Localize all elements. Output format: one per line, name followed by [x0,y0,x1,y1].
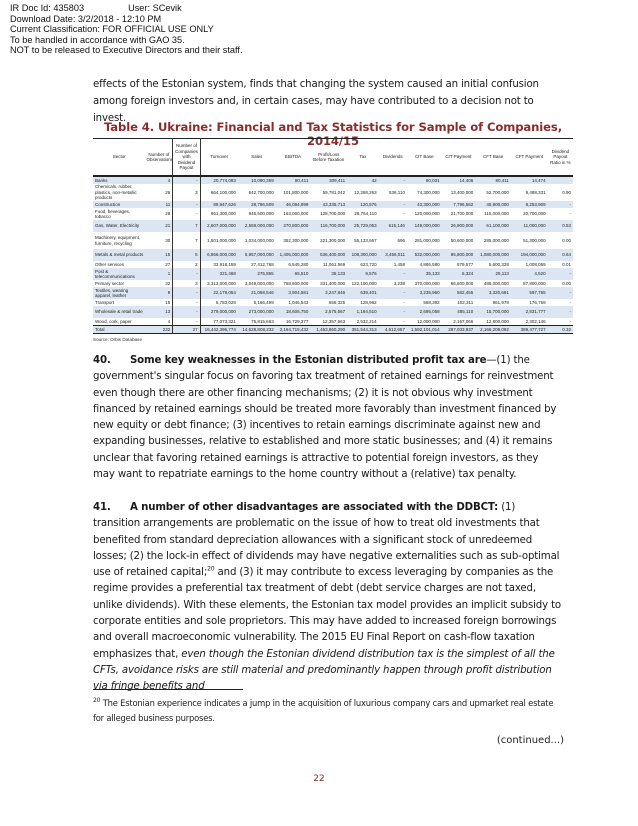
value-cell: 25,113 [475,268,511,280]
value-cell: 275,865 [238,268,276,280]
value-cell: - [173,208,200,220]
value-cell: 370,000,000 [414,280,440,286]
sector-cell: Construction [93,201,146,208]
value-cell: 45,900,000 [475,201,511,208]
table-row [93,184,573,201]
value-cell: 25,729,053 [347,220,379,232]
value-cell: 50,600,000 [450,237,474,243]
value-cell: 120,000,000 [414,211,440,217]
column-header: Number of Companies with Dividend Payout [173,139,200,177]
column-header: Sector [93,139,146,177]
table-row [93,249,573,261]
value-cell: 120,576 [347,201,379,208]
value-cell: 176,759 [529,299,546,305]
value-cell: 95,800,000 [442,249,476,261]
value-cell: - [379,176,407,184]
value-cell: 758,600,000 [283,280,309,286]
value-cell: 8,253,909 [511,201,548,208]
value-cell: 1,008,059 [525,261,546,267]
value-cell: 2,831,777 [511,306,548,318]
value-cell: 6,866,000,000 [200,249,238,261]
value-cell: - [569,299,571,305]
value-cell: 194,000,000 [511,249,548,261]
value-cell: 10,090,359 [238,176,276,184]
value-cell: 33,918,159 [213,261,236,267]
value-cell: 102,311 [457,299,474,305]
sector-cell: Wholesale & retail trade [93,306,146,318]
footnote-text: The Estonian experience indicates a jump in the acquisition of luxurious company cars and upmarket real estate for alleged business purposes. [93,698,554,723]
table-row [93,220,573,232]
value-cell: 3,235,960 [407,287,442,299]
value-cell: 14,474 [511,176,548,184]
value-cell: 1,458 [393,261,405,267]
value-cell: 1,592,101,014 [407,326,442,334]
value-cell: 961,978 [492,299,509,305]
table-header-row [93,139,573,177]
value-cell: 42 [347,176,379,184]
value-cell: 221,300,000 [320,237,346,243]
value-cell: 0.01 [562,261,571,267]
value-cell: 2,167,066 [453,318,474,324]
footnote-number: 20 [93,697,101,705]
value-cell: 1,463,860,290 [310,326,347,334]
handling-note: To be handled in accordance with GAO 35. [10,34,185,45]
value-cell: 80,031 [407,176,442,184]
value-cell: 3 [173,280,200,287]
value-cell: 28,786,509 [238,201,276,208]
paragraph-body: —(1) the government's singular focus on favoring tax treatment of retained earnings for reinvestment even though there are other financing mechanisms; (2) it is not obvious why investment financed by retained earnings should be treated more favorably than investment financed by new equity or debt finance; (3) incentives to retain earnings discriminate against new and expanding businesses, relative to established and more static businesses; and (4) it remains unclear that favoring retained earnings is attractive to potential foreign investors, as they may want to repatriate earnings to the home country without a (relative) tax penalty. [93,355,557,481]
intro-paragraph: effects of the Estonian system, finds that changing the system caused an initial confusion among foreign investors and, in certain cases, may have contributed to a decision not to invest. [93,79,539,124]
table-row [93,287,573,299]
value-cell: 3,904,581 [276,287,311,299]
value-cell: 77,073,321 [213,318,236,324]
value-cell: 75,815,663 [251,318,274,324]
value-cell: 0.90 [562,189,571,195]
value-cell: 4,612,657 [379,326,407,334]
footnote [93,696,563,725]
sector-cell: Textiles, wearing apparel, leather [93,287,146,299]
value-cell: 3,313,000,000 [207,280,236,286]
value-cell: 3,247,846 [310,287,347,299]
value-cell: 9,488,331 [525,189,546,195]
value-cell: 3,049,000,000 [244,280,274,286]
value-cell: 5,957,000,000 [238,249,276,261]
value-cell: - [173,268,200,280]
value-cell: - [379,306,407,318]
document-header [10,3,243,56]
value-cell: 108,300,000 [347,249,379,261]
table-row [93,306,573,318]
stats-table [93,138,573,334]
classification: Current Classification: FOR OFFICIAL USE ONLY [10,24,214,35]
value-cell: 3,320,681 [475,287,511,299]
value-cell: - [569,211,571,217]
sector-cell: Metals & metal products [93,249,146,261]
page-number: 22 [313,774,325,784]
value-cell: - [548,287,573,299]
value-cell: - [403,211,405,217]
value-cell: 3,238 [393,280,405,286]
value-cell: 309,411 [310,176,347,184]
value-cell: 0.32 [548,326,573,334]
footnote-divider [93,689,243,690]
value-cell: 2 [173,261,200,268]
value-cell: - [173,287,200,299]
value-cell: 59,781,042 [322,189,346,195]
value-cell: 13 [146,306,173,318]
value-cell: - [548,306,573,318]
paragraph-lead: A number of other disadvantages are associated with the DDBCT: [130,502,499,513]
column-header: Dividend Payout Ratio in % [548,139,573,177]
value-cell: 285,000,000 [483,237,509,243]
value-cell: - [173,201,200,208]
value-cell: - [173,176,200,184]
value-cell: 14,406 [442,176,476,184]
value-cell: 163,000,000 [283,211,309,217]
table-total-row [93,326,573,334]
value-cell: 87,800,000 [523,280,546,286]
value-cell: 14,628,808,232 [238,326,276,334]
value-cell: 80,411 [475,176,511,184]
value-cell: 12,000,000 [417,318,440,324]
value-cell: 2,575,567 [310,306,347,318]
value-cell: 30 [146,232,173,249]
value-cell: 639,401 [347,287,379,299]
value-cell: 0.64 [548,249,573,261]
value-cell: 2,302,146 [525,318,546,324]
value-cell: 61,100,000 [475,220,511,232]
value-cell: 3 [173,184,200,201]
value-cell: 0.00 [562,280,571,286]
value-cell: 15 [146,299,173,306]
download-date: Download Date: 3/2/2018 - 12:10 PM [10,13,162,24]
value-cell: 1,080,000,000 [475,249,511,261]
sector-cell: Machinery, equipment, furniture, recycling [95,235,141,246]
footnote-ref[interactable]: 20 [207,565,215,573]
value-cell: - [379,287,407,299]
value-cell: 27 [146,261,173,268]
value-cell [548,176,573,184]
sector-cell: Chemicals, rubber, plastics, non-metallic products [95,184,137,201]
value-cell: 270,800,000 [276,220,311,232]
table-row [93,280,573,287]
value-cell: 21 [146,220,173,232]
value-cell: 12,800,000 [486,318,509,324]
paragraph-number: 40. [93,355,111,366]
value-cell: - [403,299,405,305]
value-cell: 6,545,280 [288,261,309,267]
value-cell: 65,510 [276,268,311,280]
value-cell: 46,094,999 [276,201,311,208]
value-cell: 1,405,000,000 [276,249,311,261]
value-cell: 6,324 [442,268,476,280]
value-cell: 488,000,000 [483,280,509,286]
value-cell: 2,695,058 [407,306,442,318]
value-cell: 279,000,000 [200,306,238,318]
value-cell: 43,300,000 [407,201,442,208]
table-row [93,299,573,306]
value-cell: 3,456,011 [379,249,407,261]
value-cell: 51,300,000 [523,237,546,243]
value-cell: 2,166,208,092 [475,326,511,334]
value-cell: - [548,201,573,208]
value-cell: 597,755 [511,287,548,299]
value-cell: 116,700,000 [310,220,347,232]
value-cell: 5,600,328 [488,261,509,267]
value-cell: 32 [146,280,173,287]
sector-cell: Wood, cork, paper [95,318,132,324]
value-cell: 532,000,000 [407,249,442,261]
column-header: CIT Base [407,139,442,177]
value-cell: 9,576 [347,268,379,280]
value-cell: 9 [146,287,173,299]
column-header: CFT Payment [511,139,548,177]
value-cell: 352,300,000 [283,237,309,243]
value-cell: 232 [146,326,173,334]
table-row [93,318,573,326]
value-cell: 4,886,580 [419,261,440,267]
value-cell: 1,046,543 [288,299,309,305]
sector-cell: Banks [93,176,146,184]
value-cell: 11,061,569 [322,261,346,267]
value-cell: 0.53 [548,220,573,232]
column-header: Tax [347,139,379,177]
value-cell: 16,442,396,774 [200,326,238,334]
table-row [93,261,573,268]
value-cell: 3,164,715,432 [276,326,311,334]
value-cell: 12,357,663 [322,318,346,324]
value-cell: 351,544,313 [347,326,379,334]
paragraph-40 [93,353,563,483]
value-cell: 7 [173,220,200,232]
value-cell: 80,411 [276,176,311,184]
value-cell: 879,577 [456,261,474,267]
table-row [93,201,573,208]
value-cell: 74,300,000 [417,189,440,195]
value-cell: 66,600,000 [450,280,474,286]
sector-cell: Transport [95,299,115,305]
value-cell: - [403,318,405,324]
table-title: Table 4. Ukraine: Financial and Tax Statistics for Sample of Companies, 2014/15 [103,120,563,148]
table-body [93,176,573,334]
paragraph-lead: Some key weaknesses in the Estonian distributed profit tax are [130,355,487,366]
value-cell: 11 [146,201,173,208]
value-cell: 18,606,750 [276,306,311,318]
value-cell: 273,000,000 [238,306,276,318]
value-cell: 389,477,727 [511,326,548,334]
value-cell: 2,559,000,000 [238,220,276,232]
sector-cell: Gas, Water, Electricity [93,220,146,232]
value-cell: 6,783,028 [215,299,236,305]
value-cell: 128,962 [360,299,377,305]
paragraph-41 [93,500,563,696]
paragraph-number: 41. [93,502,111,513]
value-cell: 5,166,499 [253,299,274,305]
value-cell: 331,400,000 [320,280,346,286]
paragraph-quote: even though the Estonian dividend distribution tax is the simplest of all the CFTs, avoidance risks are still material and predominantly happen through profit distribution via fringe benefits and [93,648,555,693]
sector-cell: Food, beverages, tobacco [95,208,131,219]
value-cell: - [379,201,407,208]
value-cell: 115,000,000 [484,211,509,217]
column-header: EBITDA [276,139,311,177]
column-header: Profit/Loss Before Taxation [310,139,347,177]
value-cell: 21,068,546 [238,287,276,299]
column-header: Dividends [379,139,407,177]
value-cell: 5 [173,249,200,261]
column-header: Sales [238,139,276,177]
value-cell: 16,729,377 [285,318,309,324]
value-cell: 15,700,000 [475,306,511,318]
table-row [93,232,573,249]
value-cell: 2,607,000,000 [200,220,238,232]
value-cell: 656,325 [328,299,346,305]
value-cell: 26,900,000 [442,220,476,232]
value-cell: - [173,318,200,326]
continued-label: (continued...) [496,735,564,746]
value-cell: 128,700,000 [320,211,346,217]
value-cell: - [173,306,200,318]
value-cell: - [548,268,573,280]
column-header: CFT Base [475,139,511,177]
value-cell: 15 [146,249,173,261]
sector-cell: Post & telecommunications [93,268,146,280]
value-cell: 1,194,510 [347,306,379,318]
value-cell: 122,100,000 [351,280,377,286]
value-cell: 20,774,083 [200,176,238,184]
value-cell: 945,500,000 [248,211,274,217]
user-label: User: SCevik [128,3,182,13]
value-cell: 287,033,837 [442,326,476,334]
doc-id: IR Doc Id: 435803 [10,3,85,13]
value-cell: 1,034,000,000 [244,237,274,243]
value-cell: 55,133,667 [354,237,377,243]
column-header: Turnover [200,139,238,177]
value-cell: 485,110 [442,306,476,318]
paragraph-body: (1) transition arrangements are problematic on the issue of how to treat old investments that benefited from standard depreciation allowances with a significant stock of unredeemed losses; (2) the lock-in effect of dividends may have negative externalities such as sub-optimal use of retained capital; [93,502,560,579]
value-cell: 22,179,054 [200,287,238,299]
value-cell: 11,000,000 [511,220,548,232]
value-cell: 13,400,000 [450,189,474,195]
table-row [93,268,573,280]
paragraph-body-cont: and (3) it may contribute to excess leveraging by companies as the regime provides a preferential tax treatment of debt (debt service charges are not taxed, unlike dividends). With these elements, the Estonian tax model provides an implicit subsidy to corporate entities and sole proprietors. This may have added to increased foreign borrowings and overall macroeconomic vulnerability. The 2015 EU Final Report on cash-flow taxation emphasizes that, [93,567,562,660]
sector-cell: Total [93,326,146,334]
value-cell: 0.00 [562,237,571,243]
value-cell: 28 [146,208,173,220]
value-cell: 7,796,562 [442,201,476,208]
value-cell: 101,800,000 [283,189,309,195]
value-cell: 642,700,000 [248,189,274,195]
value-cell: 4 [146,176,173,184]
value-cell: 89,947,626 [200,201,238,208]
sector-cell: Other services [95,261,125,267]
value-cell: 664,100,000 [210,189,236,195]
value-cell: - [379,268,407,280]
value-cell: 961,300,000 [210,211,236,217]
value-cell: 623,720 [360,261,377,267]
table-row [93,208,573,220]
value-cell: 536,110 [389,189,405,195]
value-cell: 27 [173,326,200,334]
value-cell: 696 [397,237,405,243]
value-cell: 568,392 [423,299,440,305]
value-cell: 12,268,263 [354,189,377,195]
value-cell: - [173,299,200,306]
value-cell: 4,520 [511,268,548,280]
table-row [93,176,573,184]
value-cell: 582,455 [442,287,476,299]
release-note: NOT to be released to Executive Directors and their staff. [10,45,243,56]
value-cell: 52,700,000 [486,189,509,195]
stats-table-container [93,138,573,342]
sector-cell: Primary sector [95,280,125,286]
value-cell: 21,700,000 [450,211,474,217]
value-cell: 2,532,214 [356,318,377,324]
table-source: Source: Orbis Database [93,337,143,342]
column-header: CIT Payment [442,139,476,177]
value-cell: 28,764,110 [354,211,377,217]
value-cell: 20,700,000 [523,211,546,217]
value-cell: 536,400,000 [310,249,347,261]
column-header: Number of Observations [146,139,173,177]
value-cell: 35,133 [407,268,442,280]
value-cell: 149,000,000 [407,220,442,232]
value-cell: 35,133 [310,268,347,280]
value-cell: 4 [146,318,173,326]
value-cell: - [569,318,571,324]
value-cell: 7 [173,232,200,249]
value-cell: 43,335,713 [310,201,347,208]
value-cell: 615,146 [379,220,407,232]
value-cell: 27,412,768 [251,261,274,267]
value-cell: 281,000,000 [414,237,440,243]
value-cell: 321,468 [200,268,238,280]
value-cell: 1 [146,268,173,280]
value-cell: 26 [146,184,173,201]
value-cell: 1,501,000,000 [207,237,236,243]
